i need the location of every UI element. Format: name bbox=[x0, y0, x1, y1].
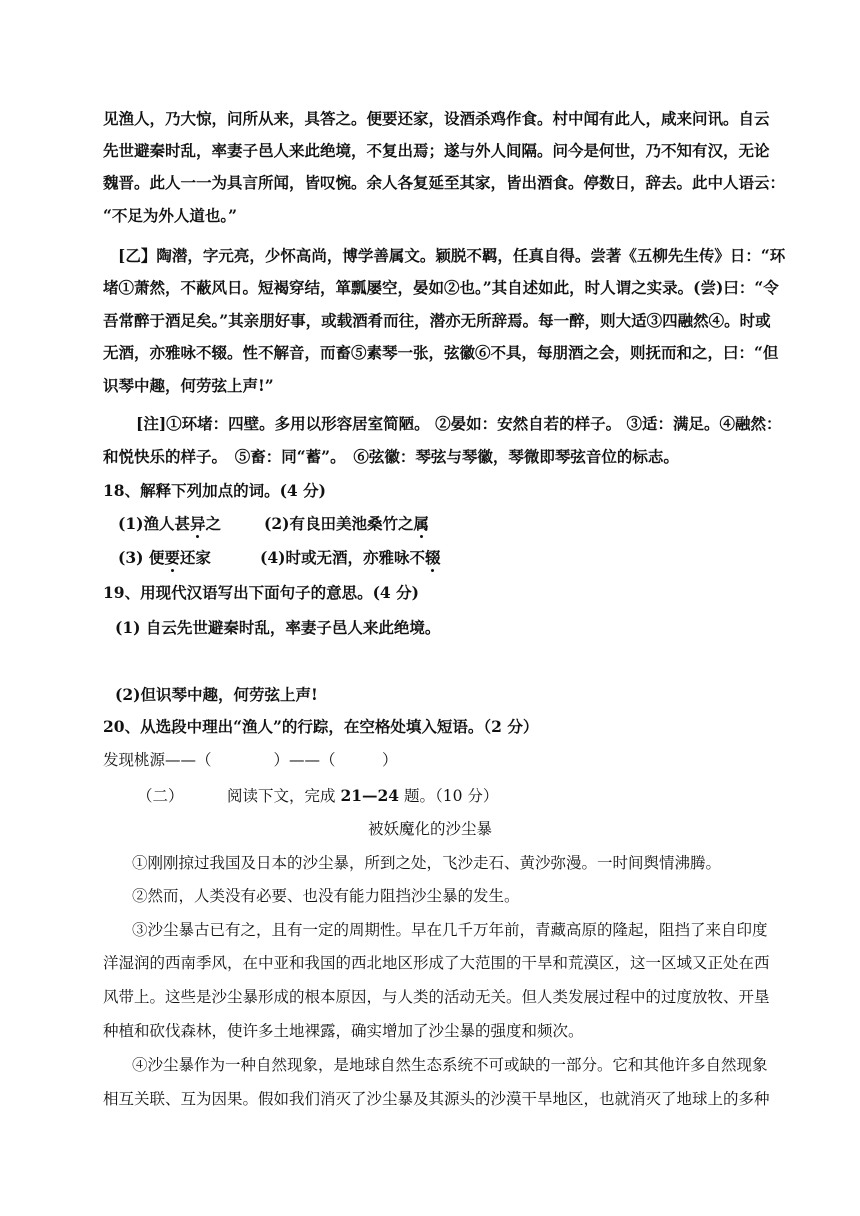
emphasis-dot-word: 要 bbox=[164, 548, 180, 567]
emphasis-dot-word: 属 bbox=[413, 514, 429, 533]
article-paragraph-4-line-2: 相互关联、互为因果。假如我们消灭了沙尘暴及其源头的沙漠干旱地区，也就消灭了地球上的多种 bbox=[103, 1090, 770, 1108]
passage-yi-line-5: 识琴中趣，何劳弦上声!” bbox=[103, 376, 274, 395]
article-paragraph-3-line-2: 洋湿润的西南季风，在中亚和我国的西北地区形成了大范围的干旱和荒漠区，这一区域又正处在西 bbox=[103, 954, 770, 972]
q18-item-3-text: (3) 便 bbox=[118, 548, 165, 567]
q18-item-4-text: (4)时或无酒，亦雅咏不 bbox=[260, 548, 425, 567]
q18-item-1-text: (1)渔人甚 bbox=[118, 514, 190, 533]
q18-item-3-text-end: 还家 bbox=[179, 548, 211, 567]
section-2-instruction bbox=[227, 785, 498, 807]
passage-jia-line-2: 先世避秦时乱，率妻子邑人来此绝境，不复出焉；遂与外人间隔。问今是何世，乃不知有汉，无论 bbox=[103, 141, 770, 160]
section-2-instruction-points: 题。（10 分） bbox=[399, 787, 499, 805]
passage-jia-line-3: 魏晋。此人一一为具言所闻，皆叹惋。余人各复延至其家，皆出酒食。停数日，辞去。此中人语云： bbox=[103, 173, 786, 192]
question-19-title: 19、用现代汉语写出下面句子的意思。(4 分) bbox=[103, 583, 419, 602]
passage-jia-line-1: 见渔人，乃大惊，问所从来，具答之。便要还家，设酒杀鸡作食。村中闻有此人，咸来问讯。自云 bbox=[103, 109, 770, 128]
emphasis-dot-word: 辍 bbox=[424, 548, 441, 567]
question-18-item-4 bbox=[260, 547, 440, 569]
passage-yi-line-1: [乙】陶潜，字元亮，少怀高尚，博学善属文。颖脱不羁，任真自得。尝著《五柳先生传》日：“环 bbox=[118, 246, 786, 265]
article-paragraph-2: ②然而，人类没有必要、也没有能力阻挡沙尘暴的发生。 bbox=[132, 887, 520, 905]
article-paragraph-3-line-3: 风带上。这些是沙尘暴形成的根本原因，与人类的活动无关。但人类发展过程中的过度放牧、开垦 bbox=[103, 988, 770, 1006]
article-title: 被妖魔化的沙尘暴 bbox=[367, 820, 492, 838]
question-18-item-2 bbox=[264, 513, 429, 535]
article-paragraph-3-line-1: ③沙尘暴古已有之，且有一定的周期性。早在几千万年前，青藏高原的隆起，阻挡了来自印度 bbox=[132, 921, 768, 939]
question-19-item-1: (1) 自云先世避秦时乱，率妻子邑人来此绝境。 bbox=[115, 618, 441, 637]
question-20-title: 20、从选段中理出“渔人”的行踪，在空格处填入短语。（2 分） bbox=[103, 717, 539, 736]
question-18-title: 18、解释下列加点的词。(4 分) bbox=[103, 481, 326, 500]
section-2-question-range: 21—24 bbox=[340, 786, 400, 805]
article-paragraph-3-line-4: 种植和砍伐森林，使许多土地裸露，确实增加了沙尘暴的强度和频次。 bbox=[103, 1022, 584, 1040]
article-paragraph-1: ①刚刚掠过我国及日本的沙尘暴，所到之处，飞沙走石、黄沙弥漫。一时间舆情沸腾。 bbox=[132, 854, 722, 872]
passage-yi-line-2: 堵①萧然，不蔽风日。短褐穿结，箪瓢屡空，晏如②也。”其自述如此，时人谓之实录。(尝)曰：“令 bbox=[103, 278, 779, 297]
question-20-answer-line: 发现桃源——（ ）——（ ） bbox=[103, 751, 398, 769]
passage-jia-line-4: “不足为外人道也。” bbox=[103, 206, 238, 225]
section-2-instruction-text: 阅读下文，完成 bbox=[227, 787, 341, 805]
article-paragraph-4-line-1: ④沙尘暴作为一种自然现象，是地球自然生态系统不可或缺的一部分。它和其他许多自然现象 bbox=[132, 1056, 768, 1074]
q18-item-2-text: (2)有良田美池桑竹之 bbox=[264, 514, 414, 533]
question-18-item-1 bbox=[118, 513, 221, 535]
section-2-prefix: （二） bbox=[137, 787, 184, 805]
passage-yi-line-3: 吾常醉于酒足矣。”其亲朋好事，或载酒肴而往，潜亦无所辞焉。每一醉，则大适③四融然④。时或 bbox=[103, 311, 771, 330]
question-18-item-3 bbox=[118, 547, 211, 569]
passage-yi-line-4: 无酒，亦雅咏不辍。性不解音，而畜⑤素琴一张，弦徽⑥不具，每朋酒之会，则抚而和之，曰：“但 bbox=[103, 343, 779, 362]
question-19-item-2: (2)但识琴中趣，何劳弦上声! bbox=[115, 685, 318, 704]
emphasis-dot-word: 异 bbox=[189, 514, 206, 533]
notes-line-2: 和悦快乐的样子。 ⑤畜：同“蓄”。 ⑥弦徽：琴弦与琴徽，琴微即琴弦音位的标志。 bbox=[103, 447, 679, 466]
q18-item-1-text-end: 之 bbox=[205, 514, 221, 533]
notes-line-1: [注]①环堵：四壁。多用以形容居室简陋。 ②晏如：安然自若的样子。 ③适：满足。④融然： bbox=[136, 414, 782, 433]
